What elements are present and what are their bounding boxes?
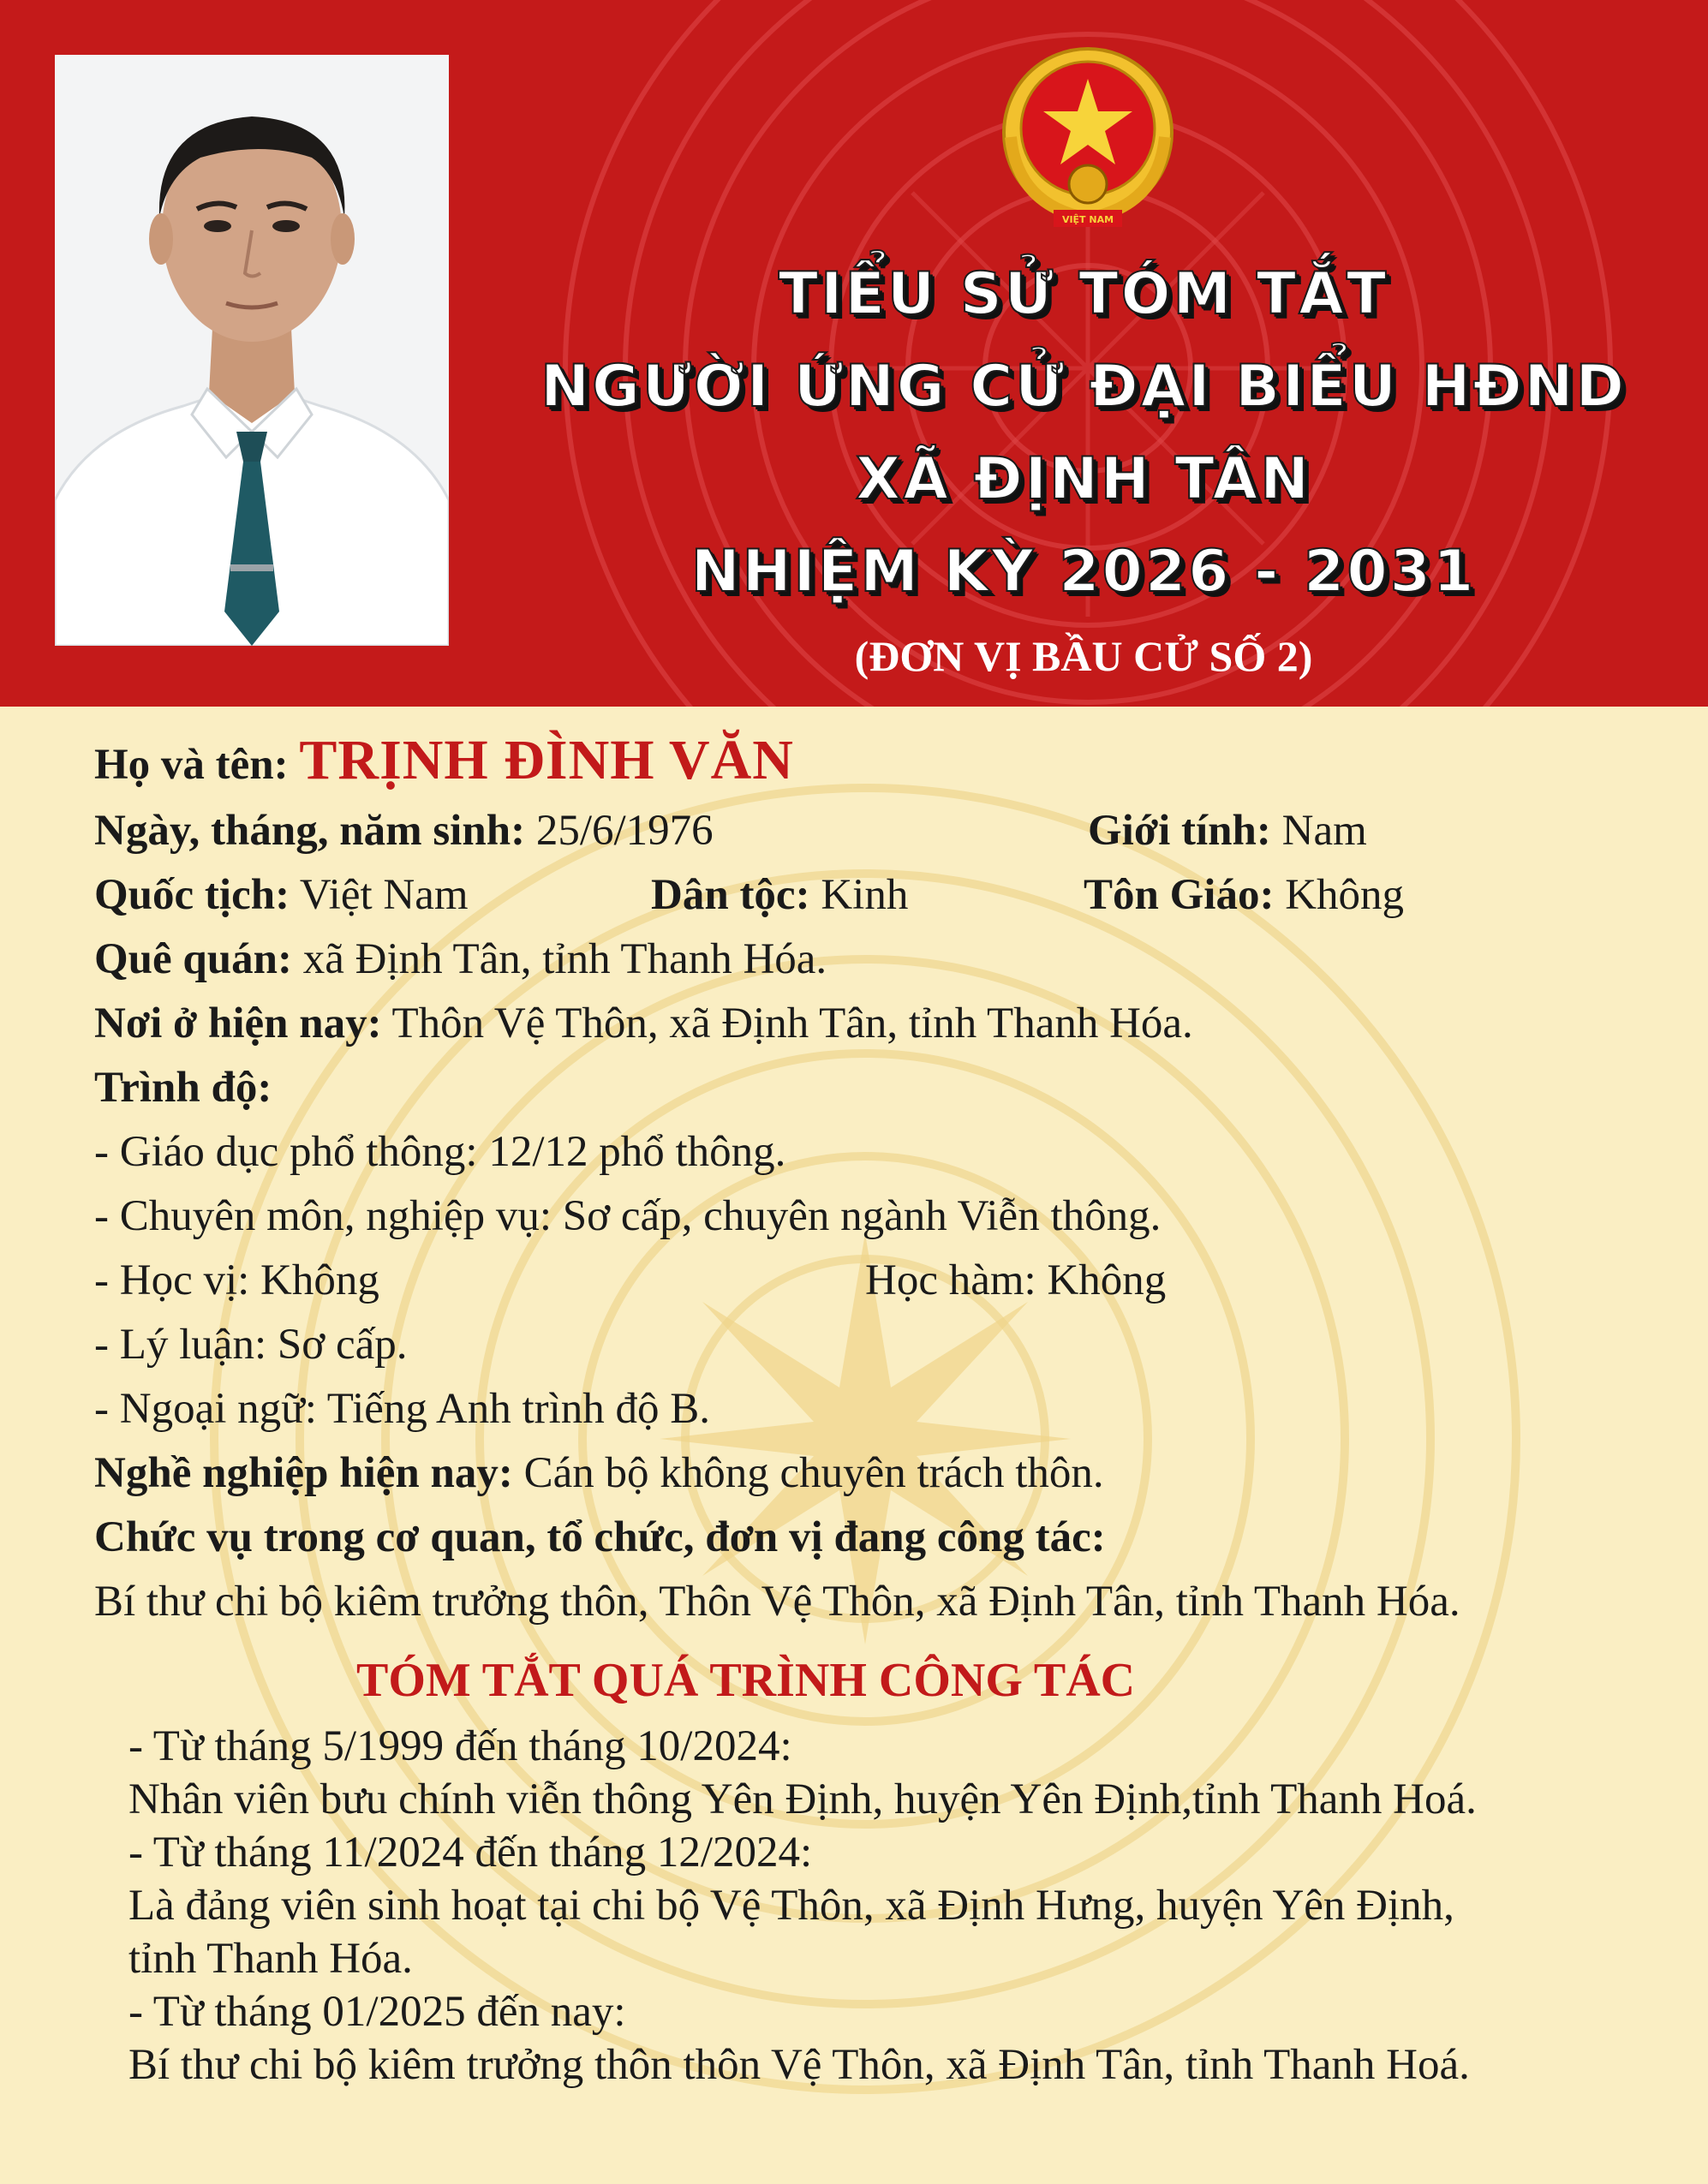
profile-details	[94, 722, 1687, 2092]
religion-field	[1084, 863, 1404, 928]
gender-label: Giới tính:	[1088, 807, 1271, 855]
title-block	[480, 248, 1687, 690]
general-education-row: - Giáo dục phổ thông: 12/12 phổ thông.	[94, 1128, 786, 1176]
religion-value: Không	[1285, 871, 1405, 919]
name-label: Họ và tên:	[94, 741, 289, 789]
work-history-line: - Từ tháng 5/1999 đến tháng 10/2024:	[128, 1722, 792, 1770]
title-line-3: XÃ ĐỊNH TÂN	[855, 445, 1312, 513]
political-theory-row: - Lý luận: Sơ cấp.	[94, 1321, 408, 1369]
foreign-language-row: - Ngoại ngữ: Tiếng Anh trình độ B.	[94, 1385, 711, 1433]
ethnicity-value: Kinh	[821, 871, 909, 919]
national-emblem-icon	[994, 43, 1182, 231]
degree-value: - Học vị: Không	[94, 1256, 379, 1304]
work-history-line: - Từ tháng 01/2025 đến nay:	[128, 1988, 626, 2036]
nationality-value: Việt Nam	[299, 871, 469, 919]
gender-value: Nam	[1281, 807, 1367, 855]
hometown-label: Quê quán:	[94, 935, 292, 983]
position-value: Bí thư chi bộ kiêm trưởng thôn, Thôn Vệ Thôn, xã Định Tân, tỉnh Thanh Hóa.	[94, 1578, 1460, 1626]
residence-value: Thôn Vệ Thôn, xã Định Tân, tỉnh Thanh Hóa.	[391, 1000, 1193, 1047]
dob-value: 25/6/1976	[535, 807, 714, 855]
gender-field	[1088, 799, 1367, 863]
work-history-list	[94, 1720, 1687, 2092]
occupation-label: Nghề nghiệp hiện nay:	[94, 1449, 513, 1497]
residence-row	[94, 992, 1687, 1056]
occupation-row	[94, 1441, 1687, 1506]
svg-text:VIỆT NAM: VIỆT NAM	[1061, 214, 1114, 225]
hometown-row	[94, 928, 1687, 992]
religion-label: Tôn Giáo:	[1084, 871, 1275, 919]
candidate-name: TRỊNH ĐÌNH VĂN	[299, 729, 794, 791]
candidate-portrait	[55, 55, 449, 646]
academic-title-value: Học hàm: Không	[865, 1256, 1167, 1304]
ethnicity-label: Dân tộc:	[651, 871, 810, 919]
specialty-row: - Chuyên môn, nghiệp vụ: Sơ cấp, chuyên ngành Viễn thông.	[94, 1192, 1162, 1240]
ethnicity-field	[651, 863, 908, 928]
title-line-1: TIỂU SỬ TÓM TẮT	[778, 260, 1389, 328]
residence-label: Nơi ở hiện nay:	[94, 1000, 382, 1047]
occupation-value: Cán bộ không chuyên trách thôn.	[523, 1449, 1104, 1497]
education-heading-row	[94, 1056, 1687, 1120]
title-line-4: NHIỆM KỲ 2026 - 2031	[690, 538, 1477, 606]
education-label: Trình độ:	[94, 1064, 272, 1112]
position-heading-row	[94, 1506, 1687, 1570]
nationality-row	[94, 863, 1687, 928]
dob-row	[94, 799, 1687, 863]
electoral-unit-subtitle: (ĐƠN VỊ BẦU CỬ SỐ 2)	[854, 632, 1313, 680]
work-history-line: Nhân viên bưu chính viễn thông Yên Định, huyện Yên Định,tỉnh Thanh Hoá.	[128, 1775, 1477, 1823]
work-history-line: Là đảng viên sinh hoạt tại chi bộ Vệ Thôn, xã Định Hưng, huyện Yên Định,	[128, 1882, 1454, 1930]
work-history-line: - Từ tháng 11/2024 đến tháng 12/2024:	[128, 1829, 813, 1877]
degree-row	[94, 1249, 1687, 1313]
hometown-value: xã Định Tân, tỉnh Thanh Hóa.	[302, 935, 827, 983]
work-history-line: Bí thư chi bộ kiêm trưởng thôn thôn Vệ Thôn, xã Định Tân, tỉnh Thanh Hoá.	[128, 2041, 1470, 2089]
work-history-title: TÓM TẮT QUÁ TRÌNH CÔNG TÁC	[356, 1654, 1136, 1707]
work-history-line: tỉnh Thanh Hóa.	[128, 1935, 413, 1983]
header-banner	[0, 0, 1708, 707]
title-line-2: NGƯỜI ỨNG CỬ ĐẠI BIỂU HĐND	[540, 353, 1627, 421]
position-label: Chức vụ trong cơ quan, tổ chức, đơn vị đang công tác:	[94, 1513, 1106, 1561]
nationality-label: Quốc tịch:	[94, 871, 290, 919]
dob-label: Ngày, tháng, năm sinh:	[94, 807, 526, 855]
name-row	[94, 722, 1687, 799]
